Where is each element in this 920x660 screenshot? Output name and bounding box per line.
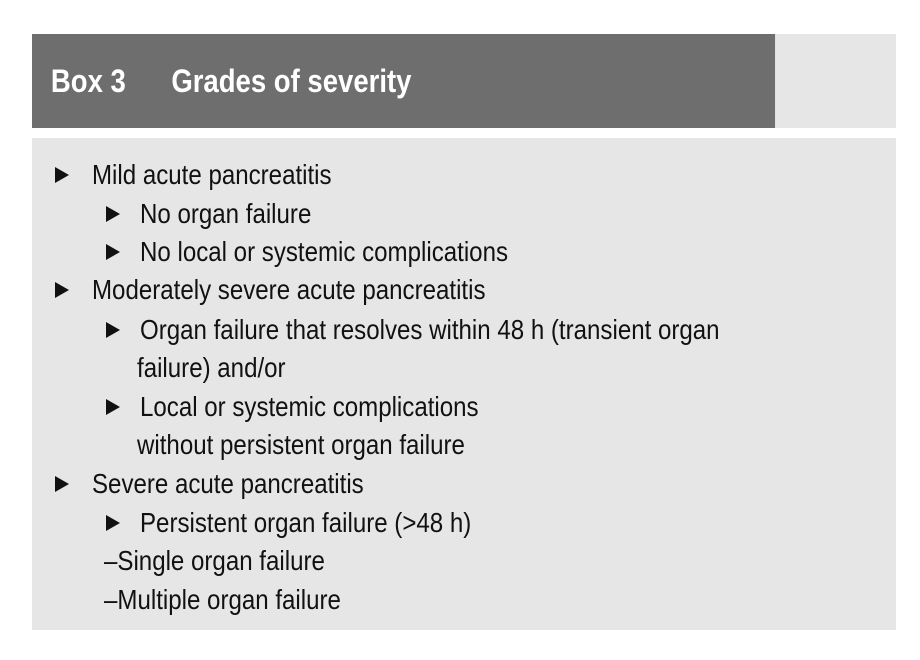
list-item-local-complications: Local or systemic complications bbox=[140, 391, 479, 422]
list-item-moderate: Moderately severe acute pancreatitis bbox=[92, 274, 486, 305]
bullet-triangle-icon bbox=[106, 206, 120, 222]
bullet-triangle-icon bbox=[55, 476, 69, 492]
header-divider bbox=[32, 128, 896, 138]
box-header bbox=[32, 34, 775, 128]
list-item-no-complications: No local or systemic complications bbox=[140, 236, 509, 267]
list-item-transient-organ-failure: Organ failure that resolves within 48 h (transient organ bbox=[140, 314, 720, 345]
box-title: Grades of severity bbox=[171, 63, 412, 99]
bullet-triangle-icon bbox=[106, 399, 120, 415]
list-item-local-complications-cont: without persistent organ failure bbox=[137, 429, 465, 460]
list-item-persistent-organ-failure: Persistent organ failure (>48 h) bbox=[140, 507, 472, 538]
bullet-triangle-icon bbox=[55, 167, 69, 183]
bullet-triangle-icon bbox=[55, 282, 69, 298]
list-item-no-organ-failure: No organ failure bbox=[140, 198, 312, 229]
bullet-triangle-icon bbox=[106, 244, 120, 260]
list-item-severe: Severe acute pancreatitis bbox=[92, 468, 364, 499]
bullet-triangle-icon bbox=[106, 322, 120, 338]
list-item-mild: Mild acute pancreatitis bbox=[92, 159, 332, 190]
list-item-transient-organ-failure-cont: failure) and/or bbox=[137, 352, 286, 383]
list-item-single-organ-failure: –Single organ failure bbox=[104, 545, 325, 576]
bullet-triangle-icon bbox=[106, 515, 120, 531]
list-item-multiple-organ-failure: –Multiple organ failure bbox=[104, 584, 341, 615]
box-label: Box 3 bbox=[50, 63, 126, 99]
